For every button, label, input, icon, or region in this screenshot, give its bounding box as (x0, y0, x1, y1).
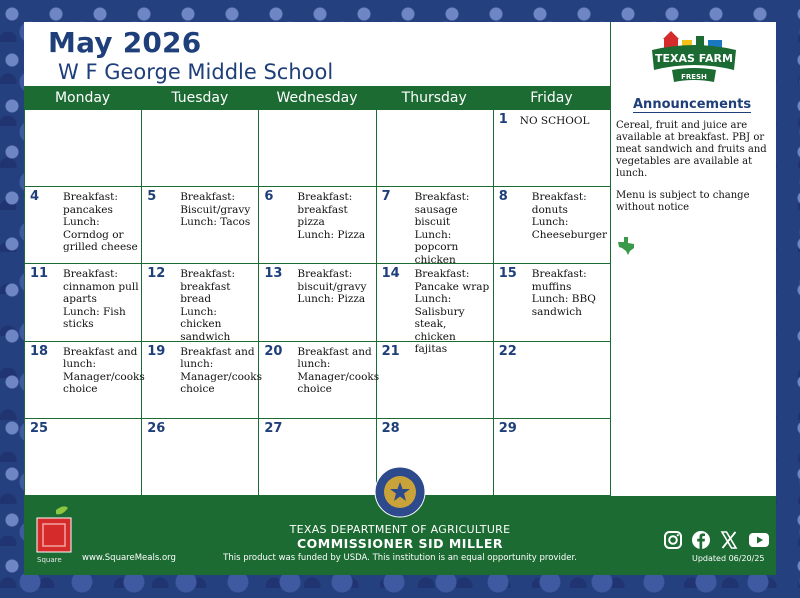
weekday-header (24, 86, 610, 110)
weekday-thursday: Thursday (401, 90, 467, 106)
day-menu: Breakfast: donuts Lunch: Cheeseburger (531, 191, 608, 241)
day-number: 21 (381, 343, 400, 359)
website-link[interactable]: www.SquareMeals.org (82, 553, 176, 563)
school-name: W F George Middle School (58, 60, 334, 84)
svg-text:FRESH: FRESH (681, 73, 707, 81)
day-menu: NO SCHOOL (519, 115, 590, 127)
day-menu: Breakfast: Pancake wrap Lunch: Salisbury steak, chicken fajitas (414, 268, 490, 356)
svg-text:Square: Square (37, 556, 62, 564)
day-number: 20 (264, 343, 283, 359)
day-number: 18 (30, 343, 49, 359)
day-number: 15 (498, 266, 517, 282)
day-number: 4 (30, 189, 40, 205)
day-number: 14 (381, 266, 400, 282)
calendar-day-13 (259, 264, 376, 341)
department-seal (374, 466, 426, 518)
instagram-icon[interactable] (662, 529, 684, 551)
announcements-panel (610, 22, 776, 496)
calendar-day-19 (142, 342, 262, 419)
announcements-title: Announcements (633, 97, 752, 112)
calendar-day-27 (259, 419, 376, 496)
commissioner-name: COMMISSIONER SID MILLER (296, 536, 504, 551)
day-menu: Breakfast: pancakes Lunch: Corndog or grilled cheese (63, 191, 138, 254)
calendar-day-21 (377, 342, 494, 419)
calendar-day-12 (142, 264, 259, 341)
day-number: 8 (498, 189, 508, 205)
department-name: TEXAS DEPARTMENT OF AGRICULTURE (289, 523, 511, 536)
calendar-day-5 (142, 187, 259, 264)
day-number: 5 (147, 189, 157, 205)
day-number: 26 (147, 420, 166, 436)
calendar-day-15 (494, 264, 611, 341)
calendar-day-1 (494, 110, 611, 187)
x-icon[interactable] (718, 529, 740, 551)
day-menu: Breakfast and lunch: Manager/cooks choice (180, 345, 262, 396)
weekday-friday: Friday (530, 90, 573, 106)
calendar-day-20 (259, 342, 380, 419)
menu-card (24, 22, 776, 575)
day-number: 12 (147, 266, 166, 282)
facebook-icon[interactable] (690, 529, 712, 551)
calendar (24, 86, 610, 496)
day-menu: Breakfast: Biscuit/gravy Lunch: Tacos (180, 191, 251, 229)
calendar-day-7 (377, 187, 494, 264)
texas-farm-fresh-logo (646, 30, 742, 92)
day-number: 19 (147, 343, 166, 359)
day-menu: Breakfast and lunch: Manager/cooks choice (297, 345, 380, 396)
calendar-empty-cell (142, 110, 259, 187)
day-menu: Breakfast: muffins Lunch: BBQ sandwich (531, 268, 596, 318)
footer (24, 496, 776, 575)
day-number: 22 (498, 343, 517, 359)
day-menu: Breakfast: cinnamon pull aparts Lunch: Fish sticks (63, 268, 139, 331)
day-number: 25 (30, 420, 49, 436)
announcement-availability: Cereal, fruit and juice are available at breakfast. PBJ or meat sandwich and fruits and vegetables are available at lunch. (616, 120, 767, 179)
calendar-day-11 (25, 264, 142, 341)
youtube-icon[interactable] (746, 529, 772, 551)
day-number: 1 (498, 112, 508, 127)
calendar-day-22 (494, 342, 611, 419)
day-number: 13 (264, 266, 283, 282)
social-links (662, 529, 772, 551)
svg-text:TEXAS FARM: TEXAS FARM (655, 52, 733, 65)
day-number: 27 (264, 420, 283, 436)
day-menu: Breakfast: sausage biscuit Lunch: popcorn chicken (414, 191, 470, 266)
funding-disclaimer: This product was funded by USDA. This institution is an equal opportunity provider. (223, 553, 577, 563)
calendar-day-18 (25, 342, 145, 419)
day-number: 7 (381, 189, 391, 205)
day-number: 11 (30, 266, 49, 282)
calendar-day-26 (142, 419, 259, 496)
texas-icon (616, 236, 636, 256)
month-title: May 2026 (48, 26, 202, 59)
calendar-day-6 (259, 187, 376, 264)
calendar-grid (24, 110, 610, 496)
day-menu: Breakfast: biscuit/gravy Lunch: Pizza (297, 268, 367, 306)
calendar-empty-cell (377, 110, 494, 187)
day-number: 28 (381, 420, 400, 436)
calendar-day-4 (25, 187, 142, 264)
day-number: 6 (264, 189, 274, 205)
calendar-day-25 (25, 419, 142, 496)
weekday-wednesday: Wednesday (276, 90, 358, 106)
announcement-menu-change: Menu is subject to change without notice (616, 190, 750, 213)
day-menu: Breakfast: breakfast pizza Lunch: Pizza (297, 191, 366, 241)
day-number: 29 (498, 420, 517, 436)
calendar-empty-cell (25, 110, 142, 187)
weekday-monday: Monday (54, 90, 111, 106)
calendar-day-29 (494, 419, 611, 496)
day-menu: Breakfast: breakfast bread Lunch: chicken sandwich (180, 268, 236, 343)
calendar-empty-cell (259, 110, 376, 187)
calendar-day-8 (494, 187, 611, 264)
weekday-tuesday: Tuesday (171, 90, 229, 106)
updated-date: Updated 06/20/25 (692, 554, 765, 563)
day-menu: Breakfast and lunch: Manager/cooks choice (63, 345, 145, 396)
